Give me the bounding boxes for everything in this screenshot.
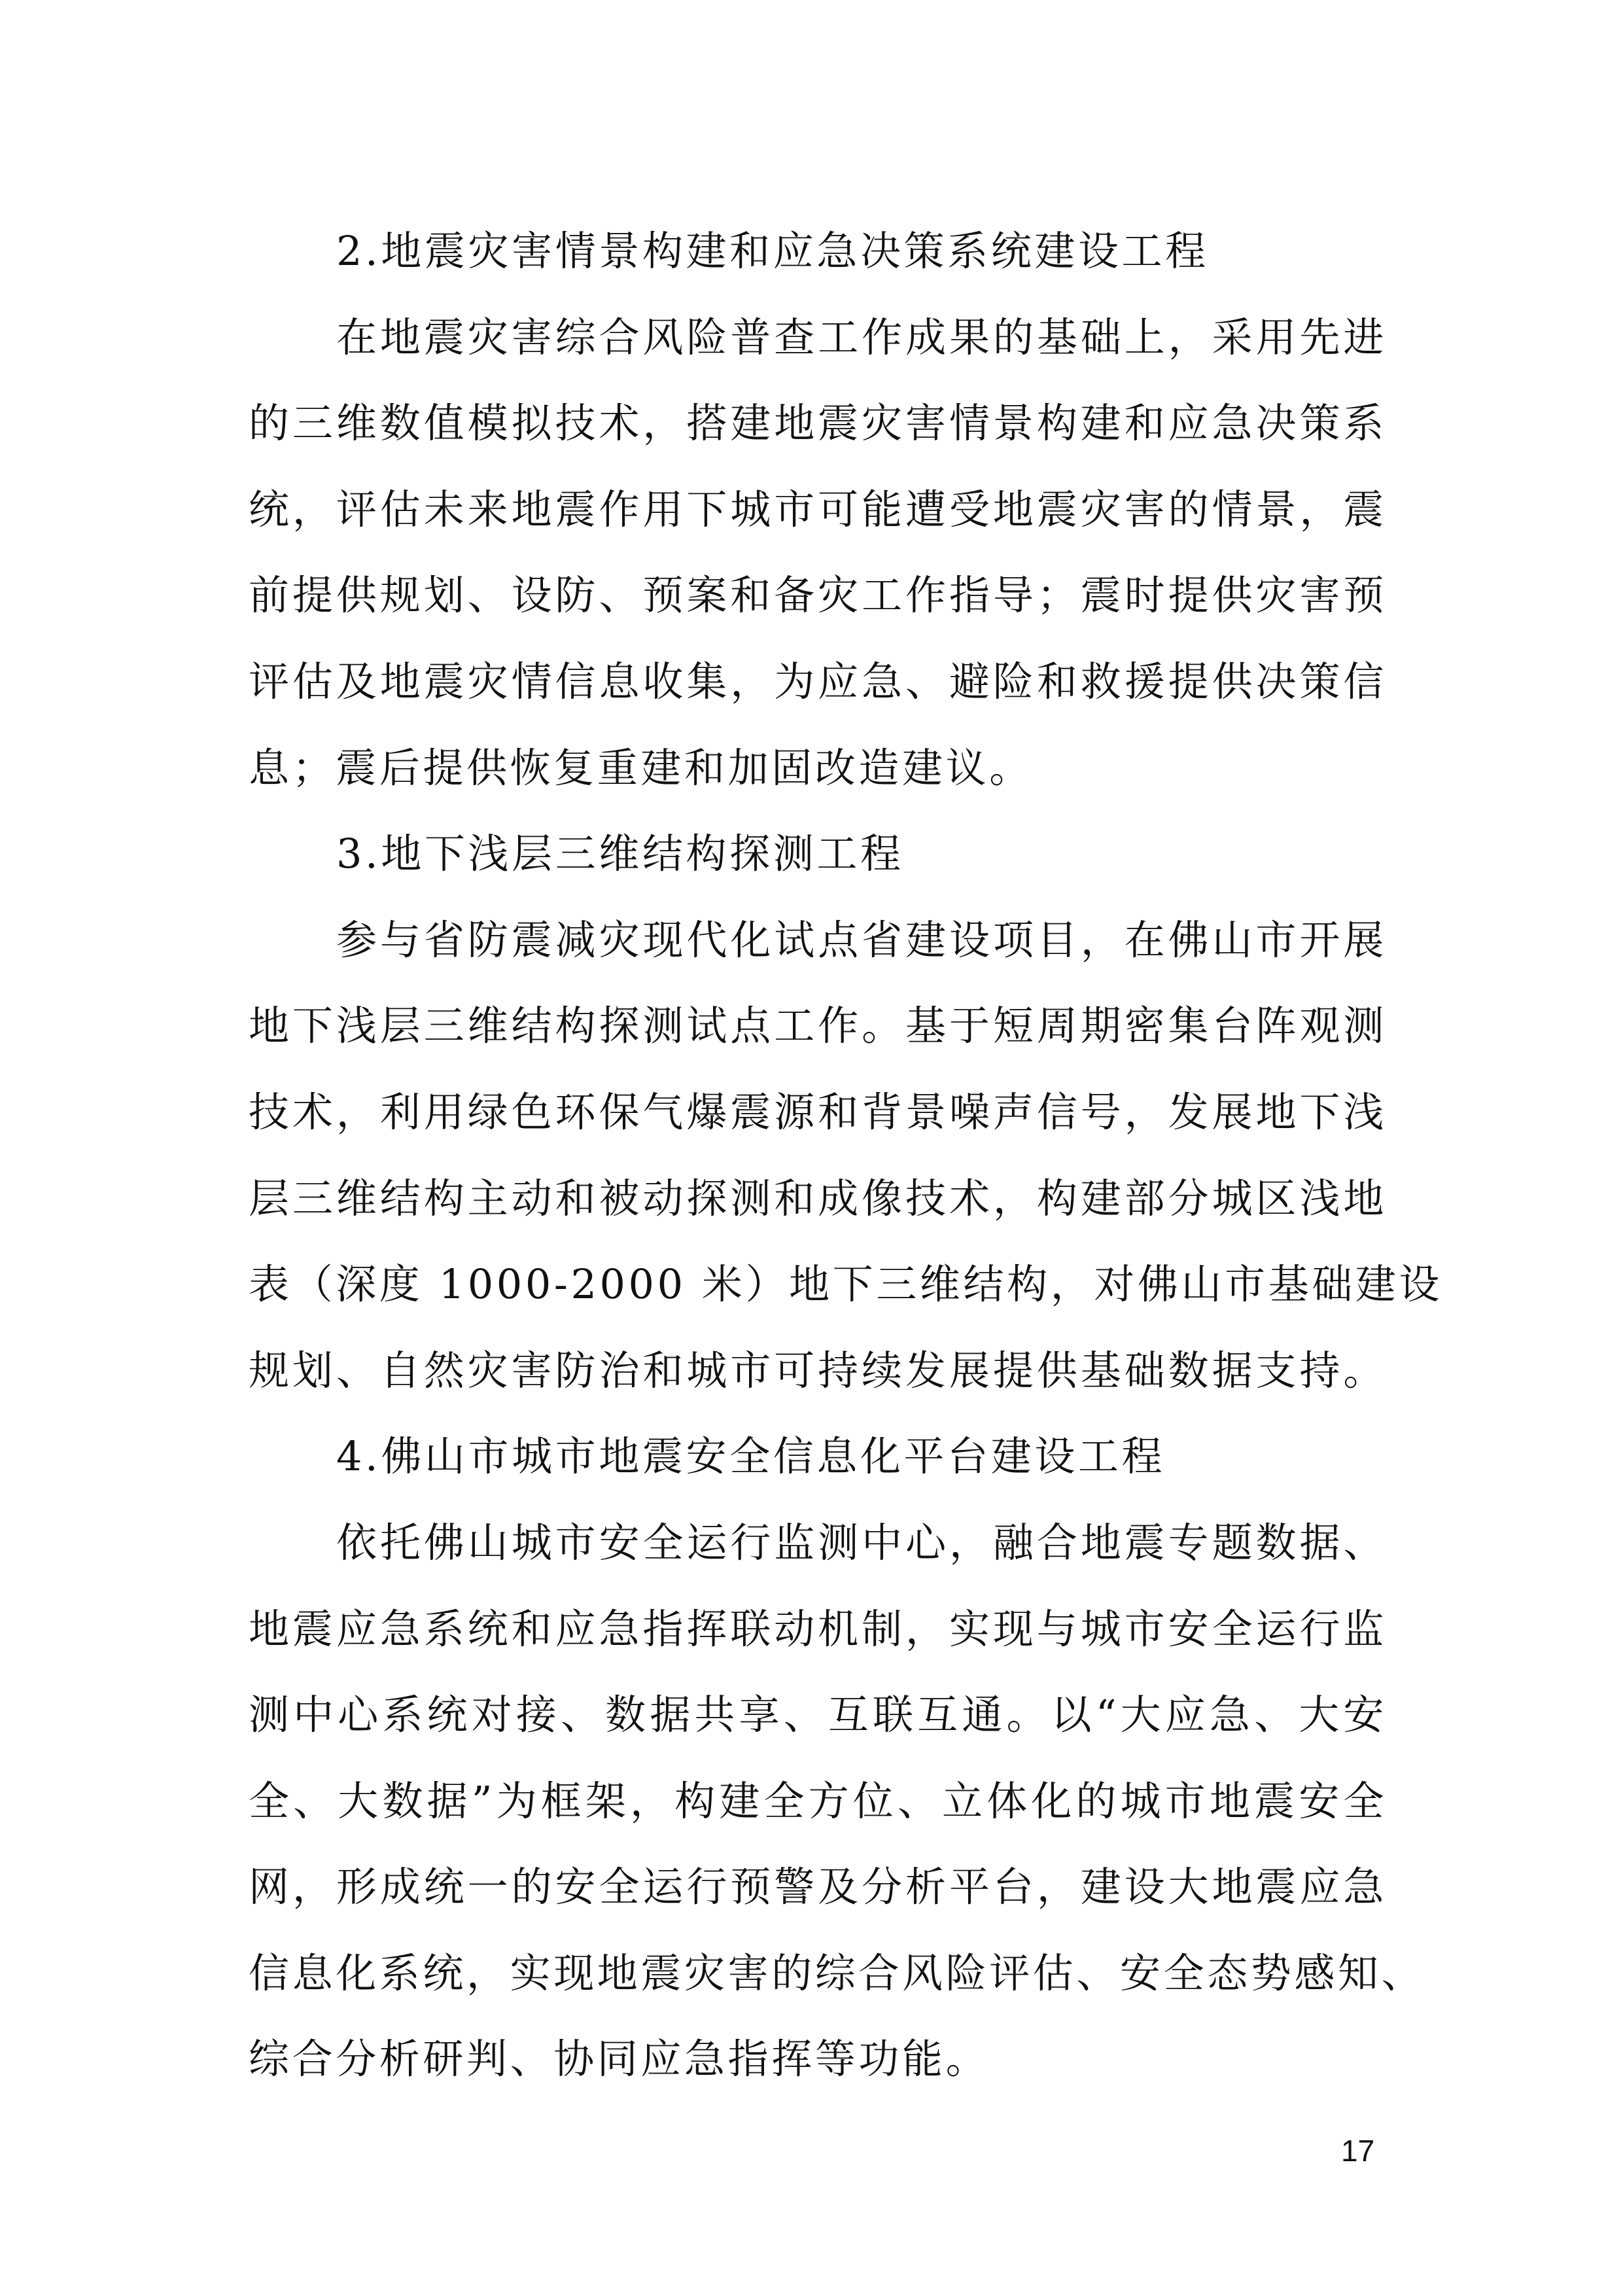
paragraph-line: 规划、自然灾害防治和城市可持续发展提供基础数据支持。: [249, 1346, 1387, 1394]
paragraph-line: 息；震后提供恢复重建和加固改造建议。: [249, 743, 1033, 792]
paragraph-line: 信息化系统，实现地震灾害的综合风险评估、安全态势感知、: [249, 1949, 1425, 1997]
paragraph-line: 前提供规划、设防、预案和备灾工作指导；震时提供灾害预: [249, 571, 1387, 620]
paragraph-line: 评估及地震灾情信息收集，为应急、避险和救援提供决策信: [249, 657, 1387, 705]
paragraph-line: 地震应急系统和应急指挥联动机制，实现与城市安全运行监: [249, 1604, 1387, 1653]
section-heading: 4.佛山市城市地震安全信息化平台建设工程: [336, 1432, 1166, 1481]
paragraph-line: 统，评估未来地震作用下城市可能遭受地震灾害的情景，震: [249, 485, 1387, 533]
paragraph-line: 综合分析研判、协同应急指挥等功能。: [249, 2035, 990, 2083]
paragraph-line: 地下浅层三维结构探测试点工作。基于短周期密集台阵观测: [249, 1002, 1387, 1050]
section-3: [249, 811, 1443, 1413]
paragraph-line: 参与省防震减灾现代化试点省建设项目，在佛山市开展: [336, 915, 1387, 964]
paragraph-line: 技术，利用绿色环保气爆震源和背景噪声信号，发展地下浅: [249, 1087, 1387, 1136]
paragraph-line: 在地震灾害综合风险普查工作成果的基础上，采用先进: [336, 313, 1387, 361]
paragraph-line: 表（深度 1000-2000 米）地下三维结构，对佛山市基础建设: [249, 1260, 1443, 1309]
paragraph-line: 的三维数值模拟技术，搭建地震灾害情景构建和应急决策系: [249, 399, 1387, 448]
paragraph-line: 全、大数据”为框架，构建全方位、立体化的城市地震安全: [249, 1776, 1387, 1825]
paragraph-line: 层三维结构主动和被动探测和成像技术，构建部分城区浅地: [249, 1174, 1387, 1222]
section-heading: 2.地震灾害情景构建和应急决策系统建设工程: [336, 227, 1209, 275]
section-heading: 3.地下浅层三维结构探测工程: [336, 830, 904, 878]
document-page: [249, 208, 1443, 2102]
paragraph-line: 网，形成统一的安全运行预警及分析平台，建设大地震应急: [249, 1863, 1387, 1911]
section-2: [249, 208, 1387, 811]
page-number: 17: [1341, 2134, 1375, 2168]
paragraph-line: 测中心系统对接、数据共享、互联互通。以“大应急、大安: [249, 1691, 1387, 1739]
paragraph-line: 依托佛山城市安全运行监测中心，融合地震专题数据、: [336, 1518, 1387, 1566]
section-4: [249, 1413, 1425, 2102]
